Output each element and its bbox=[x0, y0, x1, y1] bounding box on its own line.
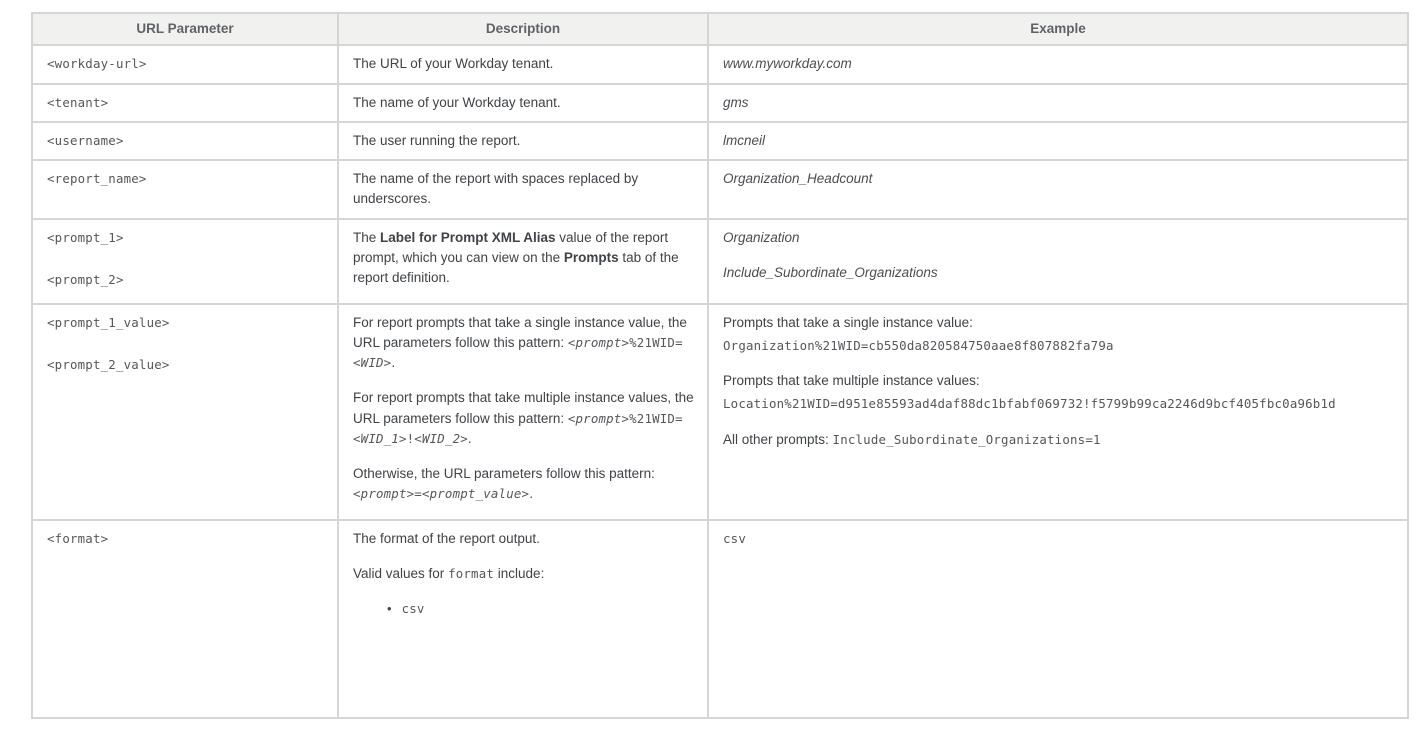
paragraph bbox=[353, 169, 695, 210]
text-run: <WID> bbox=[353, 355, 392, 370]
table-body bbox=[32, 45, 1408, 717]
text-run: <prompt_1> bbox=[47, 229, 124, 245]
text-run: Prompts bbox=[563, 249, 619, 265]
text-run: <WID_2> bbox=[414, 430, 468, 446]
text-run: . bbox=[467, 430, 472, 446]
text-run: Organization%21WID=cb550da820584750aae8f807882fa79a bbox=[723, 337, 1114, 353]
table-row bbox=[32, 84, 1408, 122]
text-run: csv bbox=[723, 530, 746, 546]
text-run: The bbox=[353, 229, 381, 245]
text-run: = bbox=[414, 486, 422, 502]
text-run: gms bbox=[723, 94, 749, 110]
description-cell bbox=[338, 520, 708, 718]
description-cell bbox=[338, 304, 708, 520]
text-run: All other prompts: bbox=[723, 431, 833, 447]
text-run: <prompt_1_value> bbox=[47, 314, 170, 330]
paragraph bbox=[723, 371, 1395, 391]
paragraph bbox=[723, 394, 1395, 414]
paragraph bbox=[47, 131, 325, 151]
paragraph bbox=[723, 93, 1395, 113]
paragraph bbox=[353, 131, 695, 151]
text-run: %21WID= bbox=[629, 334, 683, 350]
bullet-item bbox=[353, 599, 695, 619]
text-run: For report prompts that take a single instance value, the URL parameters follow this pattern: bbox=[353, 314, 687, 350]
text-run: <prompt_value> bbox=[421, 486, 530, 502]
paragraph bbox=[723, 336, 1395, 356]
paragraph bbox=[723, 131, 1395, 151]
table-row bbox=[32, 160, 1408, 219]
param-cell bbox=[32, 160, 338, 219]
paragraph bbox=[723, 430, 1395, 450]
bullet-icon: • bbox=[387, 601, 392, 616]
table-row bbox=[32, 122, 1408, 160]
paragraph bbox=[723, 228, 1395, 248]
text-run: <workday-url> bbox=[47, 56, 147, 72]
text-run: Label for Prompt XML Alias bbox=[380, 229, 556, 245]
parameters-table bbox=[31, 12, 1409, 719]
text-run: tab of the report definition. bbox=[353, 249, 679, 285]
header-row bbox=[32, 13, 1408, 45]
text-run: www.myworkday.com bbox=[723, 56, 852, 72]
description-cell bbox=[338, 84, 708, 122]
param-cell bbox=[32, 122, 338, 160]
paragraph bbox=[723, 263, 1395, 283]
example-cell bbox=[708, 45, 1408, 83]
text-run: <prompt> bbox=[567, 410, 630, 426]
text-run: . bbox=[529, 486, 533, 502]
table-row bbox=[32, 45, 1408, 83]
example-cell bbox=[708, 520, 1408, 718]
text-run: Otherwise, the URL parameters follow this pattern: bbox=[353, 466, 655, 481]
text-run: The name of the report with spaces replaced by underscores. bbox=[353, 171, 639, 207]
text-run: Include_Subordinate_Organizations bbox=[723, 264, 938, 280]
paragraph bbox=[353, 529, 695, 549]
param-cell bbox=[32, 45, 338, 83]
text-run: The user running the report. bbox=[353, 132, 521, 148]
table-header bbox=[32, 13, 1408, 45]
text-run: <report_name> bbox=[47, 171, 147, 186]
text-run: The format of the report output. bbox=[353, 530, 540, 546]
header-url-parameter: URL Parameter bbox=[32, 13, 338, 45]
paragraph bbox=[723, 313, 1395, 333]
text-run: The name of your Workday tenant. bbox=[353, 94, 561, 110]
paragraph bbox=[353, 388, 695, 449]
example-cell bbox=[708, 304, 1408, 520]
example-cell bbox=[708, 160, 1408, 219]
table-row bbox=[32, 520, 1408, 718]
paragraph bbox=[353, 313, 695, 374]
text-run: Include_Subordinate_Organizations=1 bbox=[832, 431, 1101, 447]
text-run: <WID_1> bbox=[353, 430, 407, 446]
text-run: Location%21WID=d951e85593ad4daf88dc1bfabf069732!f5799b99ca2246d9bcf405fbc0a96b1d bbox=[723, 396, 1336, 412]
text-run: lmcneil bbox=[723, 132, 766, 148]
table-row bbox=[32, 219, 1408, 304]
paragraph bbox=[353, 564, 695, 584]
header-description: Description bbox=[338, 13, 708, 45]
text-run: Valid values for bbox=[353, 565, 449, 581]
paragraph bbox=[47, 355, 325, 375]
text-run: . bbox=[391, 355, 396, 370]
paragraph bbox=[353, 228, 695, 289]
text-run: <username> bbox=[47, 132, 124, 148]
description-cell bbox=[338, 160, 708, 219]
paragraph bbox=[47, 169, 325, 189]
text-run: format bbox=[448, 565, 495, 581]
example-cell bbox=[708, 122, 1408, 160]
paragraph bbox=[723, 54, 1395, 74]
text-run: <prompt> bbox=[567, 334, 630, 350]
paragraph bbox=[723, 529, 1395, 549]
text-run: Prompts that take multiple instance values: bbox=[723, 373, 980, 388]
text-run: include: bbox=[494, 565, 545, 581]
paragraph bbox=[47, 54, 325, 74]
text-run: <prompt_2_value> bbox=[47, 356, 170, 372]
description-cell bbox=[338, 219, 708, 304]
paragraph bbox=[47, 313, 325, 333]
paragraph bbox=[47, 93, 325, 113]
header-example: Example bbox=[708, 13, 1408, 45]
text-run: csv bbox=[401, 601, 425, 616]
example-cell bbox=[708, 84, 1408, 122]
param-cell bbox=[32, 304, 338, 520]
text-run: ! bbox=[406, 430, 415, 446]
description-cell bbox=[338, 45, 708, 83]
paragraph bbox=[353, 464, 695, 505]
param-cell bbox=[32, 219, 338, 304]
paragraph bbox=[47, 228, 325, 248]
text-run: The URL of your Workday tenant. bbox=[353, 56, 554, 72]
text-run: For report prompts that take multiple instance values, the URL parameters follow this pattern: bbox=[353, 390, 694, 426]
text-run: <tenant> bbox=[47, 94, 109, 110]
paragraph bbox=[47, 270, 325, 290]
paragraph bbox=[353, 54, 695, 74]
text-run: Organization_Headcount bbox=[723, 171, 873, 186]
example-cell bbox=[708, 219, 1408, 304]
text-run: <prompt_2> bbox=[47, 271, 124, 287]
table-row bbox=[32, 304, 1408, 520]
text-run: Prompts that take a single instance value: bbox=[723, 314, 973, 330]
paragraph bbox=[47, 529, 325, 549]
text-run: value of the report prompt, which you can view on the bbox=[353, 229, 669, 265]
text-run: Organization bbox=[723, 229, 800, 245]
param-cell bbox=[32, 520, 338, 718]
paragraph bbox=[723, 169, 1395, 189]
param-cell bbox=[32, 84, 338, 122]
text-run: <format> bbox=[47, 530, 109, 546]
paragraph bbox=[353, 93, 695, 113]
text-run: <prompt> bbox=[353, 486, 415, 502]
text-run: %21WID= bbox=[629, 410, 683, 426]
description-cell bbox=[338, 122, 708, 160]
